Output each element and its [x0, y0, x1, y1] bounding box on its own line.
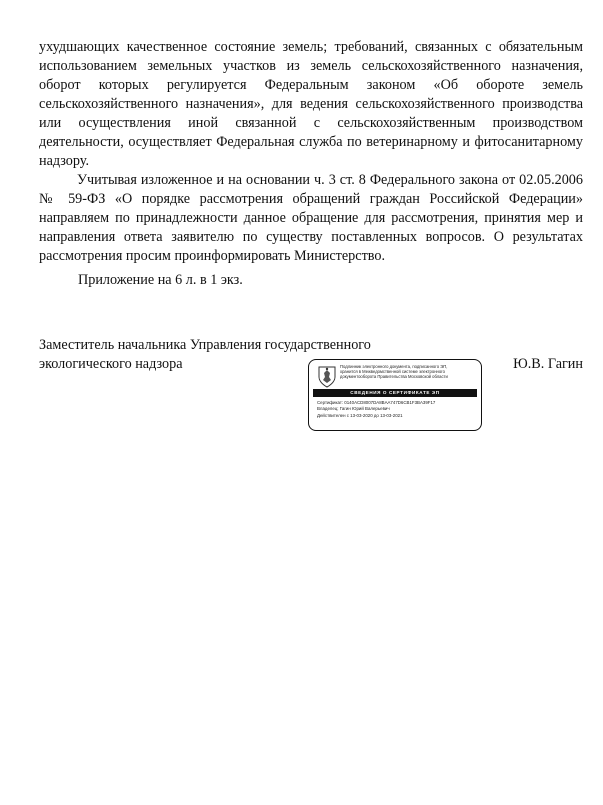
- body-paragraph-1: [39, 38, 583, 171]
- e-signature-stamp: [308, 359, 482, 431]
- stamp-header-line: хранится в Межведомственной системе электронного: [340, 369, 445, 375]
- stamp-details: [317, 400, 477, 419]
- certificate-validity: Действителен с 13-03-2020 до 13-03-2021: [317, 412, 403, 418]
- paragraph-text: Учитывая изложенное и на основании ч. 3 ст. 8 Федерального закона от 02.05.2006 № 59-ФЗ «О порядке рассмотрения обращений граждан Российской Федерации» направляем по принадлежности данное обращение для рассмотрения, принятия мер и направления ответа заявителю по существу поставленных вопросов. О результатах рассмотрения просим проинформировать Министерство.: [39, 172, 583, 264]
- stamp-header: [340, 364, 478, 380]
- body-paragraph-2: [39, 171, 583, 266]
- paragraph-text: ухудшающих качественное состояние земель; требований, связанных с обязательным использованием земельных участков из земель сельскохозяйственного назначения, оборот которых регулируется Федеральным законом «Об обороте земель сельскохозяйственного назначения», для ведения сельскохозяйственного производства или осуществления иной связанной с сельскохозяйственным производством деятельности, осуществляет Федеральная служба по ветеринарному и фитосанитарному надзору.: [39, 39, 583, 169]
- attachment-note: Приложение на 6 л. в 1 экз.: [78, 272, 243, 288]
- certificate-owner: Владелец: Гагин Юрий Валерьевич: [317, 406, 390, 412]
- stamp-header-line: Подлинник электронного документа, подписанного ЭП,: [340, 364, 448, 369]
- coat-of-arms-icon: [317, 365, 337, 389]
- stamp-header-line: документооборота Правительства Московской области: [340, 374, 448, 380]
- signer-position-line-2: экологического надзора: [39, 356, 183, 372]
- stamp-title-band: СВЕДЕНИЯ О СЕРТИФИКАТЕ ЭП: [313, 389, 477, 397]
- certificate-number: Сертификат: 0140ACD8007DA8BAA747D6CB1F3BA39F17: [317, 400, 436, 405]
- signer-name: Ю.В. Гагин: [513, 356, 583, 372]
- signer-position-line-1: Заместитель начальника Управления государственного: [39, 337, 371, 353]
